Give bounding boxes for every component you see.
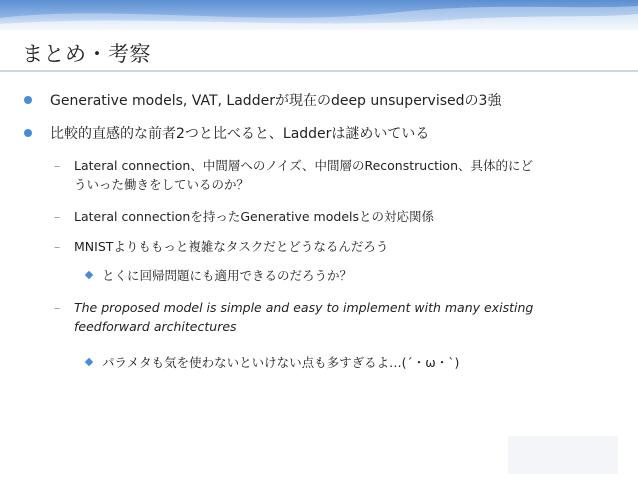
dash-icon: – bbox=[54, 300, 61, 315]
title-divider bbox=[0, 70, 638, 72]
slide-title: まとめ・考察 bbox=[22, 42, 151, 66]
diamond-bullet-icon bbox=[85, 271, 93, 279]
dash-icon: – bbox=[54, 158, 61, 173]
bullet-text: 比較的直感的な前者2つと比べると、Ladderは謎めいている bbox=[50, 126, 430, 142]
bullet-dot-icon bbox=[24, 129, 32, 137]
banner-decoration bbox=[0, 0, 638, 30]
diamond-bullet-icon bbox=[85, 358, 93, 366]
bullet-text: Generative models, VAT, Ladderが現在のdeep unsupervisedの3強 bbox=[50, 93, 502, 109]
sub-bullet-line: feedforward architectures bbox=[74, 319, 237, 334]
third-level-text: パラメタも気を使わないといけない点も多すぎるよ…(´・ω・`) bbox=[102, 355, 460, 370]
sub-bullet-line: Lateral connection、中間層へのノイズ、中間層のReconstruction、具体的にど bbox=[74, 158, 534, 173]
sub-bullet-line: Lateral connectionを持ったGenerative modelsとの対応関係 bbox=[74, 209, 434, 224]
dash-icon: – bbox=[54, 239, 61, 254]
dash-icon: – bbox=[54, 209, 61, 224]
sub-bullet-text bbox=[74, 207, 619, 226]
sub-bullet-line: The proposed model is simple and easy to implement with many existing bbox=[74, 300, 534, 315]
sub-bullet-text bbox=[74, 298, 619, 336]
bullet-dot-icon bbox=[24, 96, 32, 104]
sub-bullet-line: MNISTよりももっと複雑なタスクだとどうなるんだろう bbox=[74, 239, 389, 254]
sub-bullet-text bbox=[74, 237, 619, 256]
sub-bullet-line: ういった働きをしているのか？ bbox=[74, 177, 250, 192]
third-level-text: とくに回帰問題にも適用できるのだろうか？ bbox=[102, 268, 353, 283]
corner-placeholder bbox=[508, 436, 618, 474]
sub-bullet-text bbox=[74, 156, 619, 194]
header-banner bbox=[0, 0, 638, 30]
